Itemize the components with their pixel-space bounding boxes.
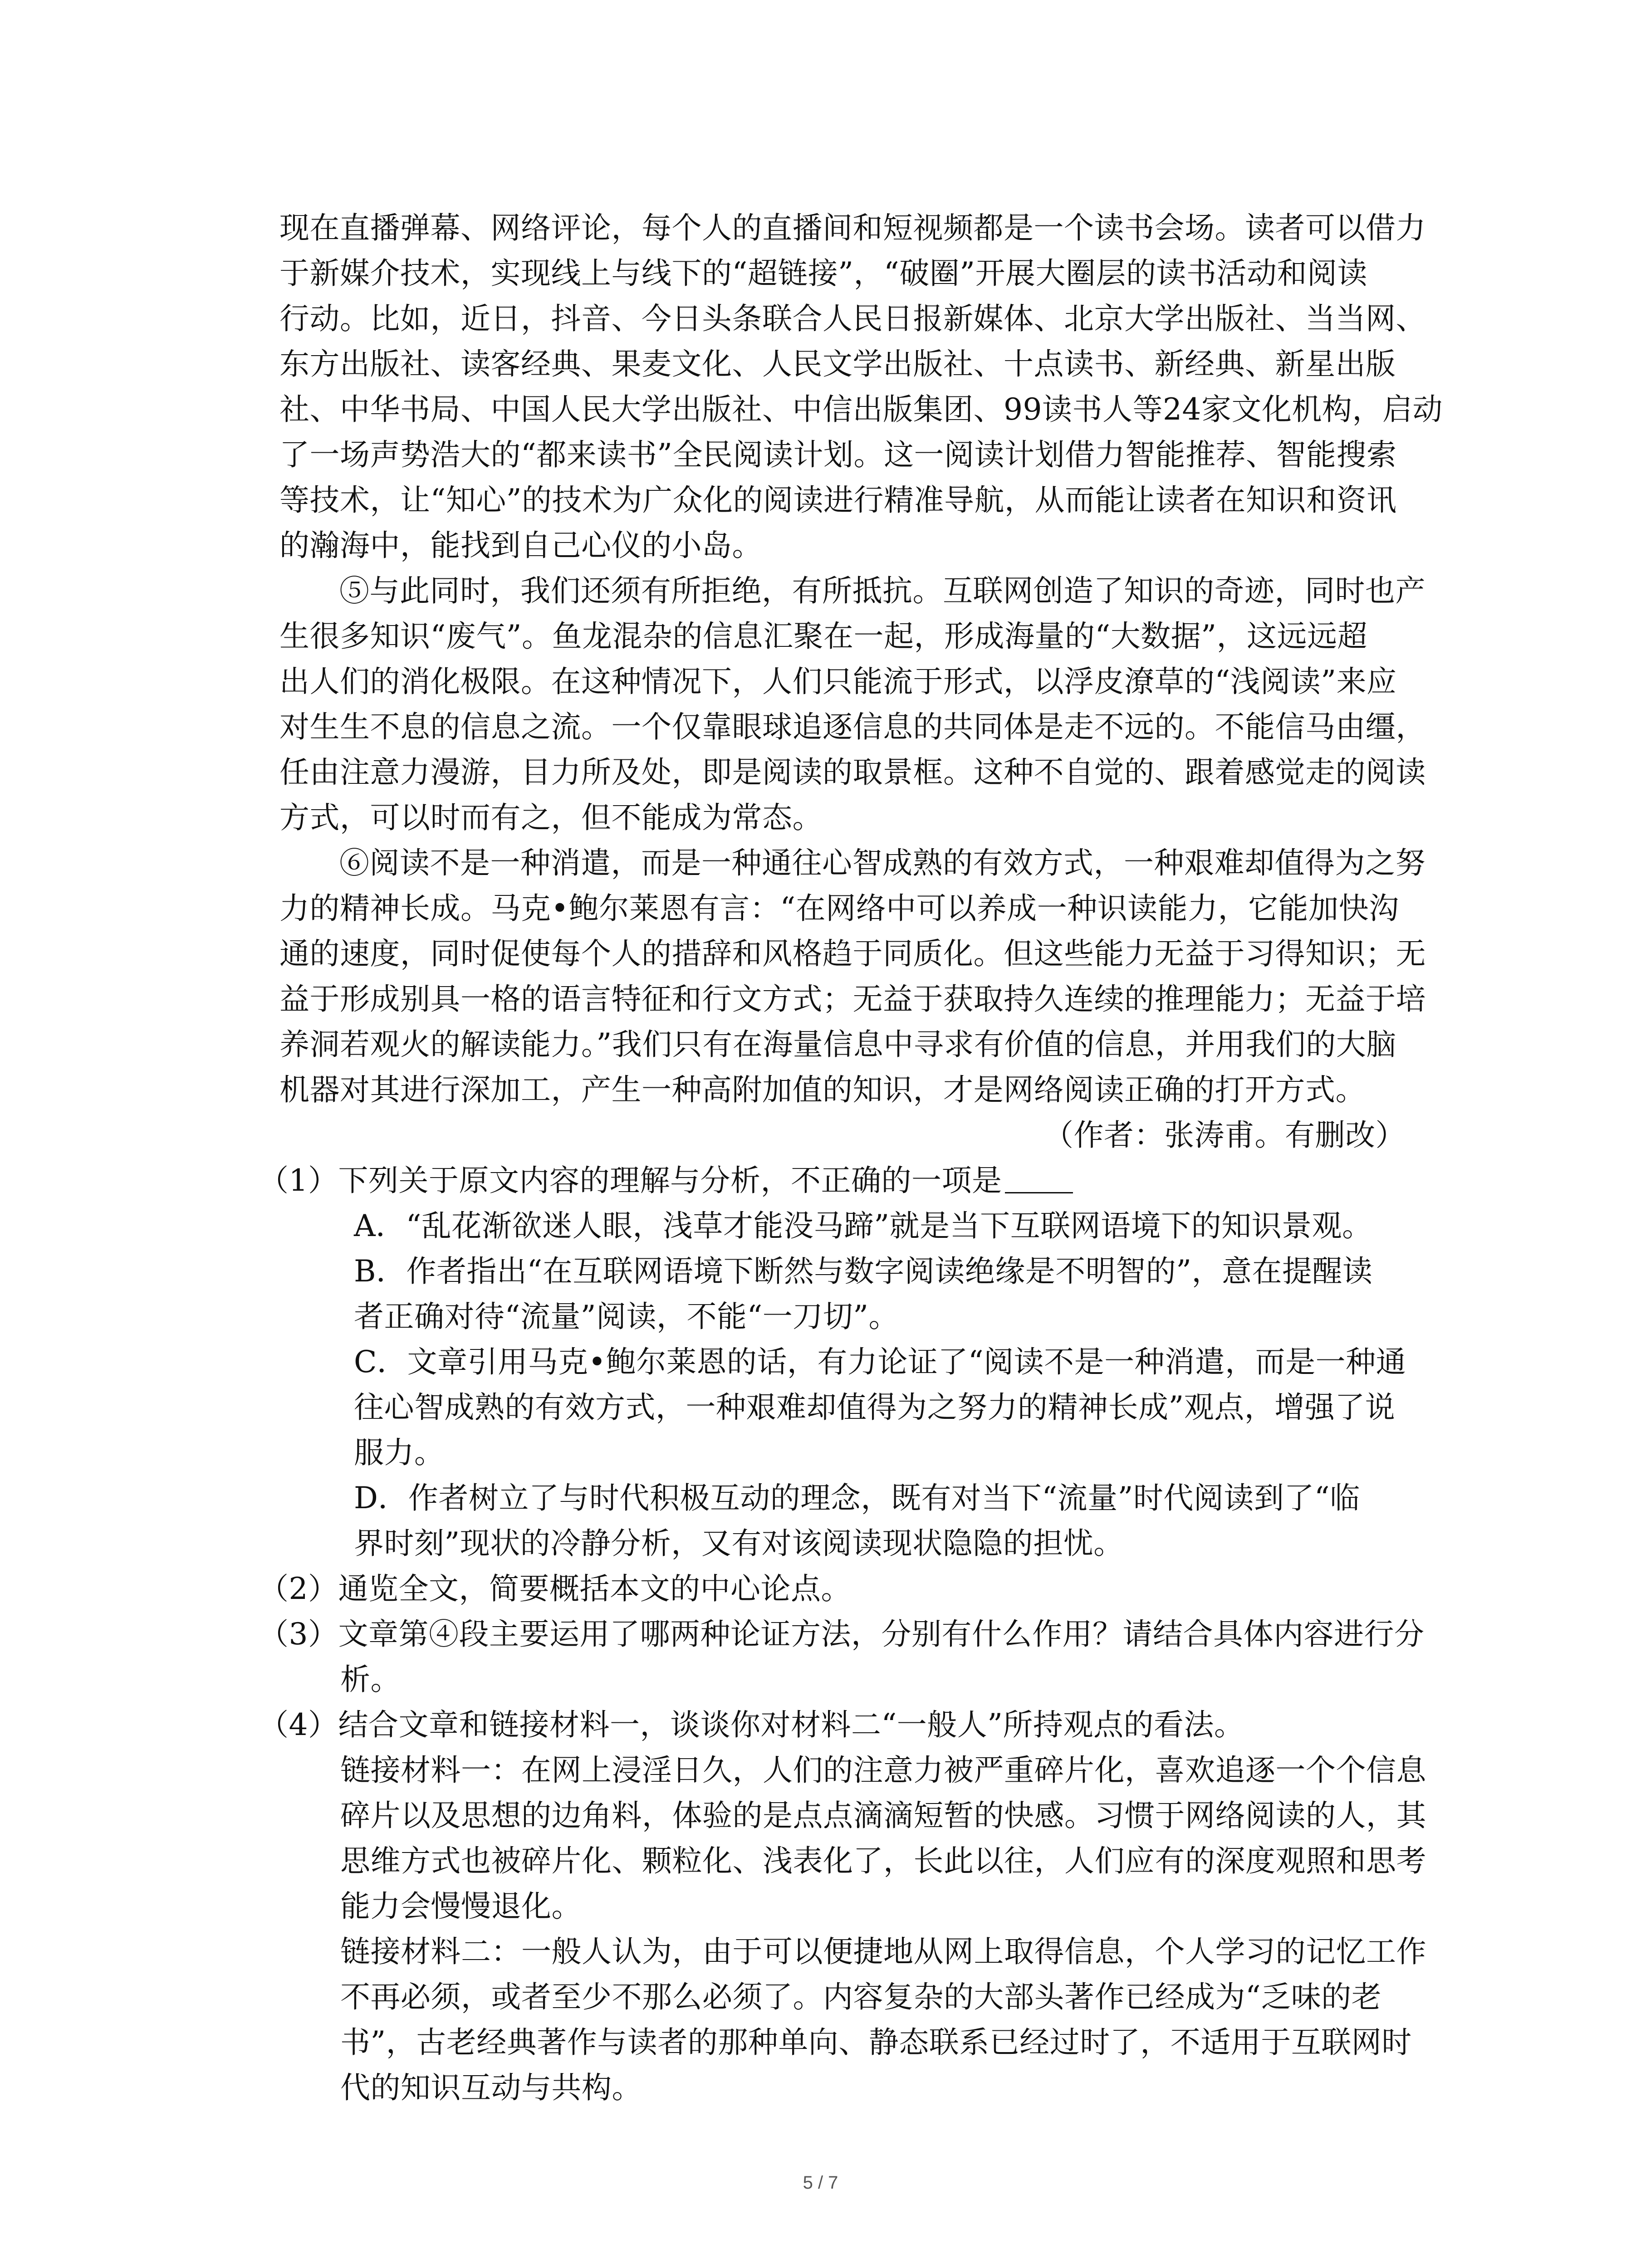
text-line: 往心智成熟的有效方式，一种艰难却值得为之努力的精神长成”观点，增强了说 <box>354 1390 1396 1425</box>
text-line: 析。 <box>340 1662 401 1697</box>
text-line: 链接材料一：在网上浸淫日久，人们的注意力被严重碎片化，喜欢追逐一个个信息 <box>340 1753 1426 1788</box>
text-line: 等技术，让“知心”的技术为广众化的阅读进行精准导航，从而能让读者在知识和资讯 <box>279 483 1397 518</box>
text-line: ⑤与此同时，我们还须有所拒绝，有所抵抗。互联网创造了知识的奇迹，同时也产 <box>339 573 1425 608</box>
text-line: 生很多知识“废气”。鱼龙混杂的信息汇聚在一起，形成海量的“大数据”，这远远超 <box>279 619 1367 654</box>
text-line: 界时刻”现状的冷静分析，又有对该阅读现状隐隐的担忧。 <box>354 1526 1124 1561</box>
question-2: （2）通览全文，简要概括本文的中心论点。 <box>259 1571 851 1606</box>
text-line: 机器对其进行深加工，产生一种高附加值的知识，才是网络阅读正确的打开方式。 <box>279 1072 1366 1107</box>
text-line: B．作者指出“在互联网语境下断然与数字阅读绝缘是不明智的”，意在提醒读 <box>354 1254 1373 1289</box>
text-line: 了一场声势浩大的“都来读书”全民阅读计划。这一阅读计划借力智能推荐、智能搜索 <box>279 437 1397 472</box>
text-line: 通的速度，同时促使每个人的措辞和风格趋于同质化。但这些能力无益于习得知识；无 <box>279 936 1426 971</box>
question-4: （4）结合文章和链接材料一，谈谈你对材料二“一般人”所持观点的看法。 <box>259 1707 1244 1742</box>
text-line: 任由注意力漫游，目力所及处，即是阅读的取景框。这种不自觉的、跟着感觉走的阅读 <box>279 755 1426 790</box>
text-line: 碎片以及思想的边角料，体验的是点点滴滴短暂的快感。习惯于网络阅读的人，其 <box>340 1798 1426 1833</box>
text-line: 的瀚海中，能找到自己心仪的小岛。 <box>279 528 762 563</box>
text-line: 方式，可以时而有之，但不能成为常态。 <box>279 800 823 835</box>
text-line: 养洞若观火的解读能力。”我们只有在海量信息中寻求有价值的信息，并用我们的大脑 <box>279 1027 1396 1062</box>
text-line: 代的知识互动与共构。 <box>340 2070 642 2105</box>
text-line: ⑥阅读不是一种消遣，而是一种通往心智成熟的有效方式，一种艰难却值得为之努 <box>339 846 1425 880</box>
question-1-stem <box>259 1159 1073 1202</box>
text-line: 对生生不息的信息之流。一个仅靠眼球追逐信息的共同体是走不远的。不能信马由缰， <box>279 709 1426 744</box>
text-line: 出人们的消化极限。在这种情况下，人们只能流于形式，以浮皮潦草的“浅阅读”来应 <box>279 664 1397 699</box>
text-line: （3）文章第④段主要运用了哪两种论证方法，分别有什么作用？请结合具体内容进行分 <box>259 1617 1425 1652</box>
paragraph-4-continuation <box>279 206 1443 578</box>
paragraph-6 <box>279 841 1432 1123</box>
author-attribution: （作者：张涛甫。有删改） <box>1043 1118 1406 1153</box>
text-line: 思维方式也被碎片化、颗粒化、浅表化了，长此以往，人们应有的深度观照和思考 <box>340 1843 1426 1878</box>
question-1-text: （1）下列关于原文内容的理解与分析，不正确的一项是 <box>259 1163 1002 1198</box>
paragraph-5 <box>279 569 1432 850</box>
text-line: 者正确对待“流量”阅读，不能“一刀切”。 <box>354 1299 899 1334</box>
text-line: 现在直播弹幕、网络评论，每个人的直播间和短视频都是一个读书会场。读者可以借力 <box>279 210 1426 245</box>
text-line: 能力会慢慢退化。 <box>340 1889 582 1924</box>
text-line: 不再必须，或者至少不那么必须了。内容复杂的大部头著作已经成为“乏味的老 <box>340 1980 1382 2014</box>
text-line: 力的精神长成。马克•鲍尔莱恩有言：“在网络中可以养成一种识读能力，它能加快沟 <box>279 891 1399 926</box>
text-line: 链接材料二：一般人认为，由于可以便捷地从网上取得信息，个人学习的记忆工作 <box>340 1934 1426 1969</box>
text-line: 社、中华书局、中国人民大学出版社、中信出版集团、99读书人等24家文化机构，启动 <box>279 392 1443 427</box>
text-line: 于新媒介技术，实现线上与线下的“超链接”，“破圈”开展大圈层的读书活动和阅读 <box>279 256 1367 291</box>
text-line: 行动。比如，近日，抖音、今日头条联合人民日报新媒体、北京大学出版社、当当网、 <box>279 301 1426 336</box>
page-number: 5 / 7 <box>803 2173 838 2193</box>
text-line: D．作者树立了与时代积极互动的理念，既有对当下“流量”时代阅读到了“临 <box>354 1481 1360 1515</box>
text-line: A．“乱花渐欲迷人眼，浅草才能没马蹄”就是当下互联网语境下的知识景观。 <box>354 1208 1372 1243</box>
text-line: 东方出版社、读客经典、果麦文化、人民文学出版社、十点读书、新经典、新星出版 <box>279 347 1396 381</box>
text-line: 益于形成别具一格的语言特征和行文方式；无益于获取持久连续的推理能力；无益于培 <box>279 982 1426 1017</box>
text-line: 书”，古老经典著作与读者的那种单向、静态联系已经过时了，不适用于互联网时 <box>340 2025 1412 2060</box>
text-line: 服力。 <box>354 1435 445 1470</box>
text-line: C．文章引用马克•鲍尔莱恩的话，有力论证了“阅读不是一种消遣，而是一种通 <box>354 1344 1406 1379</box>
answer-blank <box>1005 1165 1073 1193</box>
